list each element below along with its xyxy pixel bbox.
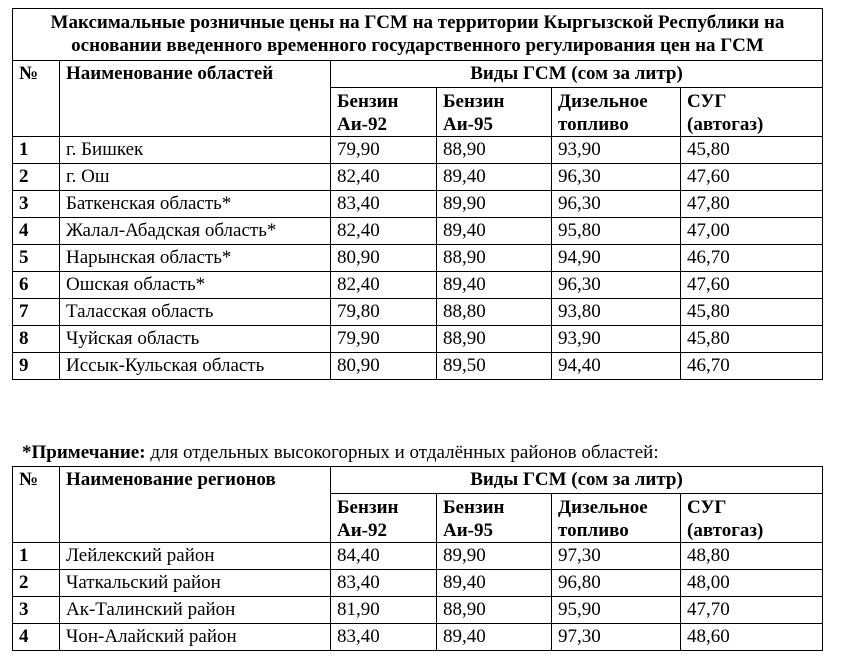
row-number: 8 xyxy=(13,326,60,353)
price-ai92: 80,90 xyxy=(331,245,437,272)
table-row xyxy=(13,597,823,624)
table-row xyxy=(13,164,823,191)
row-number: 5 xyxy=(13,245,60,272)
row-name: Ошская область* xyxy=(60,272,331,299)
table-row xyxy=(13,191,823,218)
price-ai92: 79,90 xyxy=(331,326,437,353)
table-row xyxy=(13,543,823,570)
table-row xyxy=(13,353,823,380)
price-diesel: 93,90 xyxy=(552,137,681,164)
header-number: № xyxy=(13,467,60,543)
price-ai92: 84,40 xyxy=(331,543,437,570)
price-lpg: 45,80 xyxy=(681,326,823,353)
row-name: Таласская область xyxy=(60,299,331,326)
note-label: *Примечание: xyxy=(22,442,146,463)
price-ai95: 88,90 xyxy=(437,245,552,272)
price-ai92: 81,90 xyxy=(331,597,437,624)
price-lpg: 45,80 xyxy=(681,137,823,164)
fuel-prices-remote-districts-table xyxy=(12,466,823,651)
table-row xyxy=(13,326,823,353)
header-fuel-ai92: Бензин Аи-92 xyxy=(331,88,437,137)
row-number: 3 xyxy=(13,191,60,218)
table-row xyxy=(13,218,823,245)
row-name: г. Бишкек xyxy=(60,137,331,164)
row-number: 4 xyxy=(13,624,60,651)
price-diesel: 94,40 xyxy=(552,353,681,380)
price-lpg: 48,60 xyxy=(681,624,823,651)
header-fuel-diesel: Дизельное топливо xyxy=(552,494,681,543)
row-number: 2 xyxy=(13,164,60,191)
price-diesel: 97,30 xyxy=(552,543,681,570)
price-ai92: 79,90 xyxy=(331,137,437,164)
row-name: Чон-Алайский район xyxy=(60,624,331,651)
price-ai92: 83,40 xyxy=(331,624,437,651)
row-number: 1 xyxy=(13,543,60,570)
price-ai95: 89,40 xyxy=(437,570,552,597)
price-ai92: 82,40 xyxy=(331,272,437,299)
row-name: Чуйская область xyxy=(60,326,331,353)
price-ai95: 89,90 xyxy=(437,543,552,570)
header-fuel-ai92: Бензин Аи-92 xyxy=(331,494,437,543)
price-lpg: 48,80 xyxy=(681,543,823,570)
price-diesel: 93,90 xyxy=(552,326,681,353)
price-lpg: 47,80 xyxy=(681,191,823,218)
price-ai95: 89,40 xyxy=(437,272,552,299)
price-diesel: 96,30 xyxy=(552,272,681,299)
row-number: 9 xyxy=(13,353,60,380)
price-ai92: 83,40 xyxy=(331,570,437,597)
header-fuel-ai95: Бензин Аи-95 xyxy=(437,88,552,137)
price-ai95: 89,40 xyxy=(437,164,552,191)
header-district-name: Наименование регионов xyxy=(60,467,331,543)
header-fuel-lpg: СУГ (автогаз) xyxy=(681,494,823,543)
price-lpg: 47,00 xyxy=(681,218,823,245)
price-ai92: 80,90 xyxy=(331,353,437,380)
row-number: 6 xyxy=(13,272,60,299)
price-diesel: 97,30 xyxy=(552,624,681,651)
row-name: Ак-Талинский район xyxy=(60,597,331,624)
price-diesel: 94,90 xyxy=(552,245,681,272)
price-ai95: 88,80 xyxy=(437,299,552,326)
price-diesel: 95,90 xyxy=(552,597,681,624)
price-ai95: 88,90 xyxy=(437,137,552,164)
row-name: Баткенская область* xyxy=(60,191,331,218)
row-number: 7 xyxy=(13,299,60,326)
price-diesel: 95,80 xyxy=(552,218,681,245)
row-name: Иссык-Кульская область xyxy=(60,353,331,380)
row-name: г. Ош xyxy=(60,164,331,191)
row-name: Лейлекский район xyxy=(60,543,331,570)
note xyxy=(22,441,659,465)
price-ai95: 88,90 xyxy=(437,597,552,624)
price-diesel: 96,30 xyxy=(552,191,681,218)
table-row xyxy=(13,624,823,651)
price-ai95: 89,50 xyxy=(437,353,552,380)
table-row xyxy=(13,299,823,326)
price-ai95: 89,40 xyxy=(437,624,552,651)
price-lpg: 47,70 xyxy=(681,597,823,624)
header-fuel-types: Виды ГСМ (сом за литр) xyxy=(331,61,823,88)
row-number: 3 xyxy=(13,597,60,624)
header-fuel-diesel: Дизельное топливо xyxy=(552,88,681,137)
price-ai92: 83,40 xyxy=(331,191,437,218)
table-title: Максимальные розничные цены на ГСМ на территории Кыргызской Республики на основании введенного временного государственного регулирования цен на ГСМ xyxy=(13,9,823,61)
price-diesel: 96,30 xyxy=(552,164,681,191)
price-ai92: 82,40 xyxy=(331,164,437,191)
price-diesel: 96,80 xyxy=(552,570,681,597)
price-ai95: 89,40 xyxy=(437,218,552,245)
row-number: 1 xyxy=(13,137,60,164)
table-row xyxy=(13,137,823,164)
header-fuel-ai95: Бензин Аи-95 xyxy=(437,494,552,543)
price-lpg: 46,70 xyxy=(681,245,823,272)
header-number: № xyxy=(13,61,60,137)
header-fuel-types: Виды ГСМ (сом за литр) xyxy=(331,467,823,494)
price-lpg: 48,00 xyxy=(681,570,823,597)
price-lpg: 46,70 xyxy=(681,353,823,380)
price-ai92: 79,80 xyxy=(331,299,437,326)
table-row xyxy=(13,245,823,272)
price-ai95: 89,90 xyxy=(437,191,552,218)
price-diesel: 93,80 xyxy=(552,299,681,326)
price-lpg: 47,60 xyxy=(681,272,823,299)
header-region-name: Наименование областей xyxy=(60,61,331,137)
table-row xyxy=(13,272,823,299)
price-lpg: 47,60 xyxy=(681,164,823,191)
price-lpg: 45,80 xyxy=(681,299,823,326)
row-number: 2 xyxy=(13,570,60,597)
fuel-prices-regions-table xyxy=(12,8,823,380)
header-fuel-lpg: СУГ (автогаз) xyxy=(681,88,823,137)
row-name: Жалал-Абадская область* xyxy=(60,218,331,245)
note-text: для отдельных высокогорных и отдалённых районов областей: xyxy=(145,442,659,463)
price-ai92: 82,40 xyxy=(331,218,437,245)
row-name: Нарынская область* xyxy=(60,245,331,272)
table-row xyxy=(13,570,823,597)
row-name: Чаткальский район xyxy=(60,570,331,597)
row-number: 4 xyxy=(13,218,60,245)
price-ai95: 88,90 xyxy=(437,326,552,353)
